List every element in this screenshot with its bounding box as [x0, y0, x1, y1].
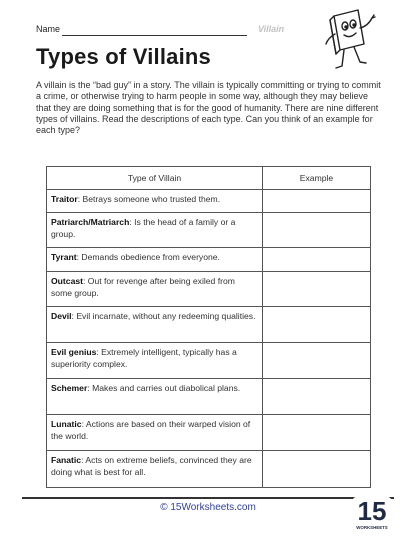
villain-table [46, 166, 371, 488]
example-cell[interactable] [263, 213, 371, 248]
villain-definition: : Betrays someone who trusted them. [77, 194, 221, 204]
villain-description [47, 213, 263, 248]
villain-description [47, 272, 263, 307]
table-row [47, 248, 371, 272]
footer-divider [22, 497, 394, 499]
footer-credit[interactable]: © 15Worksheets.com [160, 502, 256, 513]
column-header-type: Type of Villain [47, 167, 263, 190]
villain-description [47, 248, 263, 272]
villain-description [47, 379, 263, 415]
table-row [47, 343, 371, 379]
table-row [47, 379, 371, 415]
villain-term: Evil genius [51, 347, 97, 357]
villain-term: Tyrant [51, 252, 77, 262]
villain-definition: : Makes and carries out diabolical plans. [87, 383, 241, 393]
example-cell[interactable] [263, 190, 371, 213]
villain-description [47, 190, 263, 213]
table-row [47, 213, 371, 248]
page-title: Types of Villains [36, 44, 211, 69]
villain-term: Patriarch/Matriarch [51, 217, 130, 227]
example-cell[interactable] [263, 307, 371, 343]
example-cell[interactable] [263, 415, 371, 451]
villain-definition: : Actions are based on their warped vision of the world. [51, 419, 251, 441]
villain-description [47, 307, 263, 343]
villain-definition: : Demands obedience from everyone. [76, 252, 220, 262]
table-row [47, 272, 371, 307]
villain-term: Fanatic [51, 455, 82, 465]
villain-term: Traitor [51, 194, 78, 204]
villain-definition: : Extremely intelligent, typically has a superiority complex. [51, 347, 237, 369]
logo-caption: WORKSHEETS [356, 525, 388, 530]
intro-paragraph: A villain is the “bad guy” in a story. The villain is typically committing or trying to commit a crime, or otherwise trying to harm people in some way, although they may believe that they are doing something that is for the good of humanity. There are nine different types of villains. Read the descriptions of each type. Can you think of an example for each type? [36, 80, 381, 136]
example-cell[interactable] [263, 248, 371, 272]
villain-description [47, 451, 263, 488]
villain-term: Schemer [51, 383, 88, 393]
table-row [47, 307, 371, 343]
villain-definition: : Out for revenge after being exiled from some group. [51, 276, 235, 298]
topic-label: Villain [258, 24, 285, 34]
villain-definition: : Acts on extreme beliefs, convinced they are doing what is best for all. [51, 455, 252, 477]
villain-term: Outcast [51, 276, 83, 286]
villain-definition: : Is the head of a family or a group. [51, 217, 236, 239]
villain-term: Lunatic [51, 419, 82, 429]
15worksheets-logo [351, 495, 393, 531]
example-cell[interactable] [263, 451, 371, 488]
villain-description [47, 415, 263, 451]
book-mascot-icon [320, 6, 382, 80]
name-label: Name [36, 24, 61, 34]
villain-description [47, 343, 263, 379]
name-line[interactable] [62, 35, 247, 36]
table-row [47, 190, 371, 213]
table-row [47, 451, 371, 488]
table-header-row [47, 167, 371, 190]
example-cell[interactable] [263, 272, 371, 307]
example-cell[interactable] [263, 343, 371, 379]
table-row [47, 415, 371, 451]
example-cell[interactable] [263, 379, 371, 415]
column-header-example: Example [263, 167, 371, 190]
logo-number: 15 [357, 496, 387, 526]
name-row [36, 24, 286, 40]
villain-definition: : Evil incarnate, without any redeeming qualities. [71, 311, 256, 321]
villain-term: Devil [51, 311, 72, 321]
